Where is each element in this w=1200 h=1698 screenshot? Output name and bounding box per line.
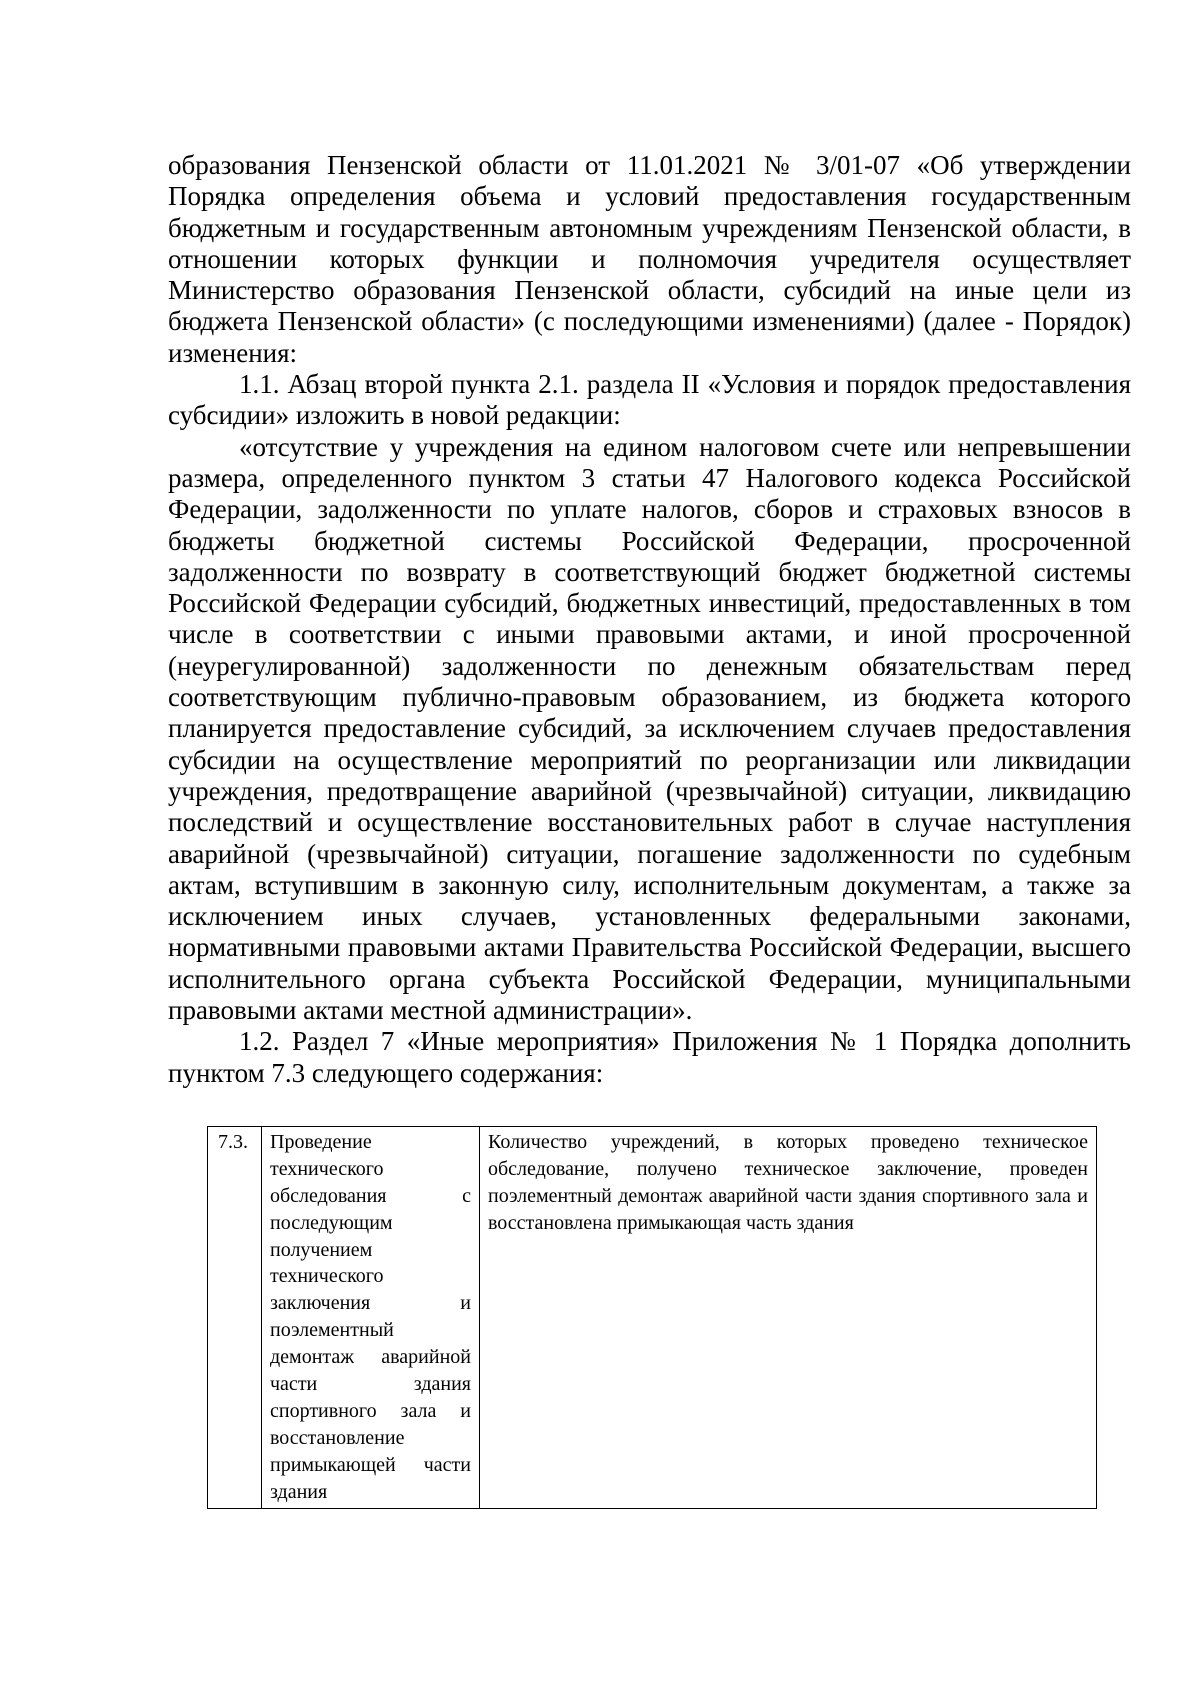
paragraph-new-wording: «отсутствие у учреждения на едином налоговом счете или непревышении размера, определенного пунктом 3 статьи 47 Налогового кодекса Российской Федерации, задолженности по уплате налогов, сборов и страховых взносов в бюджеты бюджетной системы Российской Федерации, просроченной задолженности по возврату в соответствующий бюджет бюджетной системы Российской Федерации субсидий, бюджетных инвестиций, предоставленных в том числе в соответствии с иными правовыми актами, и иной просроченной (неурегулированной) задолженности по денежным обязательствам перед соответствующим публично-правовым образованием, из бюджета которого планируется предоставление субсидий, за исключением случаев предоставления субсидии на осуществление мероприятий по реорганизации или ликвидации учреждения, предотвращение аварийной (чрезвычайной) ситуации, ликвидацию последствий и осуществление восстановительных работ в случае наступления аварийной (чрезвычайной) ситуации, погашение задолженности по судебным актам, вступившим в законную силу, исполнительным документам, а также за исключением иных случаев, установленных федеральными законами, нормативными правовыми актами Правительства Российской Федерации, высшего исполнительного органа субъекта Российской Федерации, муниципальными правовыми актами местной администрации».	[168, 431, 1131, 1026]
paragraph-amendment-intro: образования Пензенской области от 11.01.2021 № 3/01-07 «Об утверждении Порядка определения объема и условий предоставления государственным бюджетным и государственным автономным учреждениям Пензенской области, в отношении которых функции и полномочия учредителя осуществляет Министерство образования Пензенской области, субсидий на иные цели из бюджета Пензенской области» (с последующими изменениями) (далее - Порядок) изменения:	[168, 150, 1131, 368]
indicator-cell: Количество учреждений, в которых проведено техническое обследование, получено техническое заключение, проведен поэлементный демонтаж аварийной части здания спортивного зала и восстановлена примыкающая часть здания	[480, 1126, 1097, 1508]
activities-table	[207, 1126, 1097, 1509]
paragraph-item-1-2: 1.2. Раздел 7 «Иные мероприятия» Приложения № 1 Порядка дополнить пунктом 7.3 следующего содержания:	[168, 1026, 1131, 1088]
activity-cell: Проведение технического обследования с последующим получением технического заключения и поэлементный демонтаж аварийной части здания спортивного зала и восстановление примыкающей части здания	[262, 1126, 480, 1508]
document-page	[168, 150, 1131, 1509]
row-number-cell: 7.3.	[208, 1126, 262, 1508]
paragraph-item-1-1: 1.1. Абзац второй пункта 2.1. раздела II «Условия и порядок предоставления субсидии» изложить в новой редакции:	[168, 369, 1131, 431]
table-row	[208, 1126, 1097, 1508]
activities-table-wrapper	[207, 1126, 1097, 1509]
document-body	[168, 150, 1131, 1089]
